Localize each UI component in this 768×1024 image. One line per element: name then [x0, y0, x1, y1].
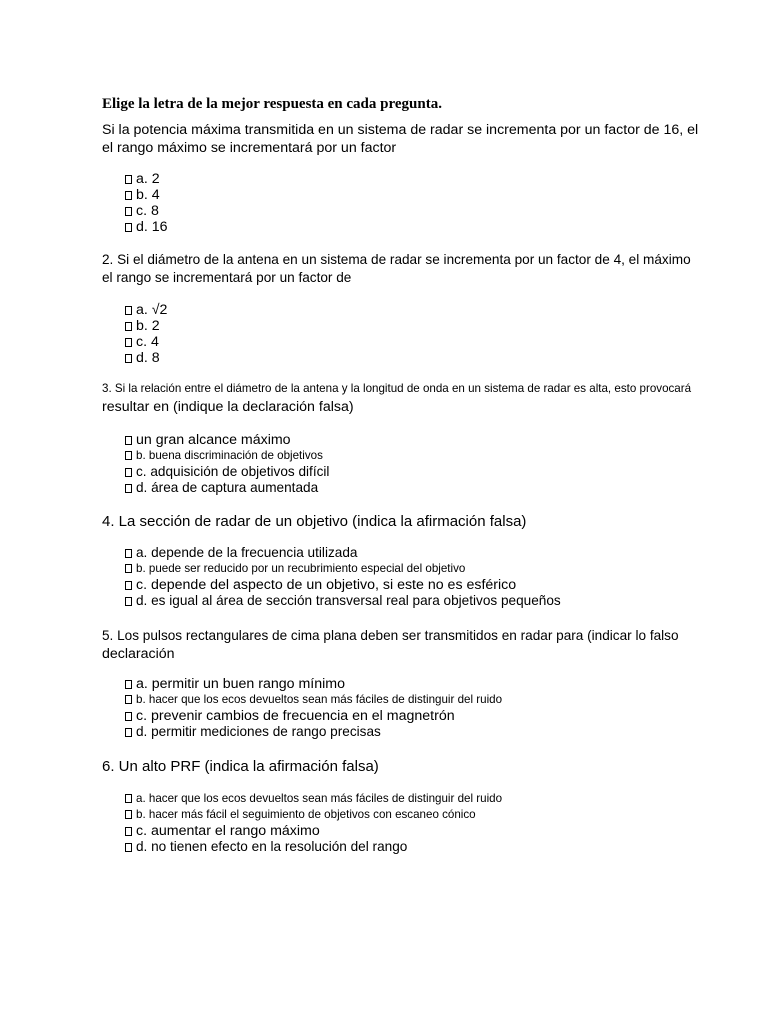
checkbox-icon[interactable]	[125, 468, 132, 477]
option-a[interactable]: a. 2	[125, 171, 168, 187]
option-c[interactable]: c. aumentar el rango máximo	[125, 823, 502, 839]
question-3-line-1: 3. Si la relación entre el diámetro de la antena y la longitud de onda en un sistema de radar es alta, esto provocará	[102, 382, 692, 395]
checkbox-icon[interactable]	[125, 695, 132, 704]
checkbox-icon[interactable]	[125, 827, 132, 836]
checkbox-icon[interactable]	[125, 564, 132, 573]
option-d[interactable]: d. permitir mediciones de rango precisas	[125, 724, 502, 740]
question-2-options	[125, 302, 167, 366]
option-a[interactable]: a. depende de la frecuencia utilizada	[125, 545, 561, 561]
checkbox-icon[interactable]	[125, 728, 132, 737]
question-6	[102, 758, 379, 776]
question-6-line-1: 6. Un alto PRF (indica la afirmación falsa)	[102, 758, 379, 775]
checkbox-icon[interactable]	[125, 451, 132, 460]
question-4	[102, 513, 526, 531]
question-5	[102, 627, 679, 663]
checkbox-icon[interactable]	[125, 223, 132, 232]
checkbox-icon[interactable]	[125, 338, 132, 347]
option-a[interactable]: un gran alcance máximo	[125, 432, 329, 448]
checkbox-icon[interactable]	[125, 436, 132, 445]
checkbox-icon[interactable]	[125, 484, 132, 493]
question-4-line-1: 4. La sección de radar de un objetivo (indica la afirmación falsa)	[102, 513, 527, 530]
option-a[interactable]: a. hacer que los ecos devueltos sean más fáciles de distinguir del ruido	[125, 791, 502, 807]
option-a[interactable]: a. √2	[125, 302, 167, 318]
option-d[interactable]: d. no tienen efecto en la resolución del rango	[125, 839, 502, 855]
checkbox-icon[interactable]	[125, 175, 132, 184]
checkbox-icon[interactable]	[125, 794, 132, 803]
option-b[interactable]: b. hacer que los ecos devueltos sean más fáciles de distinguir del ruido	[125, 692, 502, 708]
question-1	[102, 121, 698, 157]
checkbox-icon[interactable]	[125, 843, 132, 852]
question-1-line-1: Si la potencia máxima transmitida en un sistema de radar se incrementa por un factor de 16, el	[102, 122, 699, 138]
checkbox-icon[interactable]	[125, 549, 132, 558]
checkbox-icon[interactable]	[125, 306, 132, 315]
checkbox-icon[interactable]	[125, 207, 132, 216]
checkbox-icon[interactable]	[125, 581, 132, 590]
option-c[interactable]: c. depende del aspecto de un objetivo, si este no es esférico	[125, 577, 561, 593]
question-3-line-2: resultar en (indique la declaración falsa)	[102, 399, 354, 415]
checkbox-icon[interactable]	[125, 322, 132, 331]
option-d[interactable]: d. 16	[125, 219, 168, 235]
checkbox-icon[interactable]	[125, 597, 132, 606]
instructions-heading: Elige la letra de la mejor respuesta en cada pregunta.	[102, 96, 442, 112]
question-6-options	[125, 791, 502, 855]
question-1-line-2: el rango máximo se incrementará por un factor	[102, 140, 397, 156]
option-c[interactable]: c. 8	[125, 203, 168, 219]
question-1-options	[125, 171, 168, 235]
checkbox-icon[interactable]	[125, 354, 132, 363]
question-3	[102, 380, 691, 416]
option-b[interactable]: b. puede ser reducido por un recubrimiento especial del objetivo	[125, 561, 561, 577]
checkbox-icon[interactable]	[125, 810, 132, 819]
option-b[interactable]: b. 2	[125, 318, 167, 334]
option-c[interactable]: c. 4	[125, 334, 167, 350]
option-a[interactable]: a. permitir un buen rango mínimo	[125, 676, 502, 692]
checkbox-icon[interactable]	[125, 680, 132, 689]
checkbox-icon[interactable]	[125, 712, 132, 721]
question-2-line-1: 2. Si el diámetro de la antena en un sistema de radar se incrementa por un factor de 4, el máximo	[102, 252, 691, 267]
option-b[interactable]: b. buena discriminación de objetivos	[125, 448, 329, 464]
option-b[interactable]: b. 4	[125, 187, 168, 203]
option-d[interactable]: d. área de captura aumentada	[125, 480, 329, 496]
question-2	[102, 251, 691, 287]
option-b[interactable]: b. hacer más fácil el seguimiento de objetivos con escaneo cónico	[125, 807, 502, 823]
option-d[interactable]: d. 8	[125, 350, 167, 366]
question-5-line-1: 5. Los pulsos rectangulares de cima plana deben ser transmitidos en radar para (indicar lo falso	[102, 628, 679, 643]
question-2-line-2: el rango se incrementará por un factor de	[102, 270, 352, 285]
question-4-options	[125, 545, 561, 609]
option-c[interactable]: c. adquisición de objetivos difícil	[125, 464, 329, 480]
question-5-options	[125, 676, 502, 740]
checkbox-icon[interactable]	[125, 191, 132, 200]
question-3-options	[125, 432, 329, 496]
question-5-line-2: declaración	[102, 646, 175, 662]
option-d[interactable]: d. es igual al área de sección transversal real para objetivos pequeños	[125, 593, 561, 609]
option-c[interactable]: c. prevenir cambios de frecuencia en el magnetrón	[125, 708, 502, 724]
